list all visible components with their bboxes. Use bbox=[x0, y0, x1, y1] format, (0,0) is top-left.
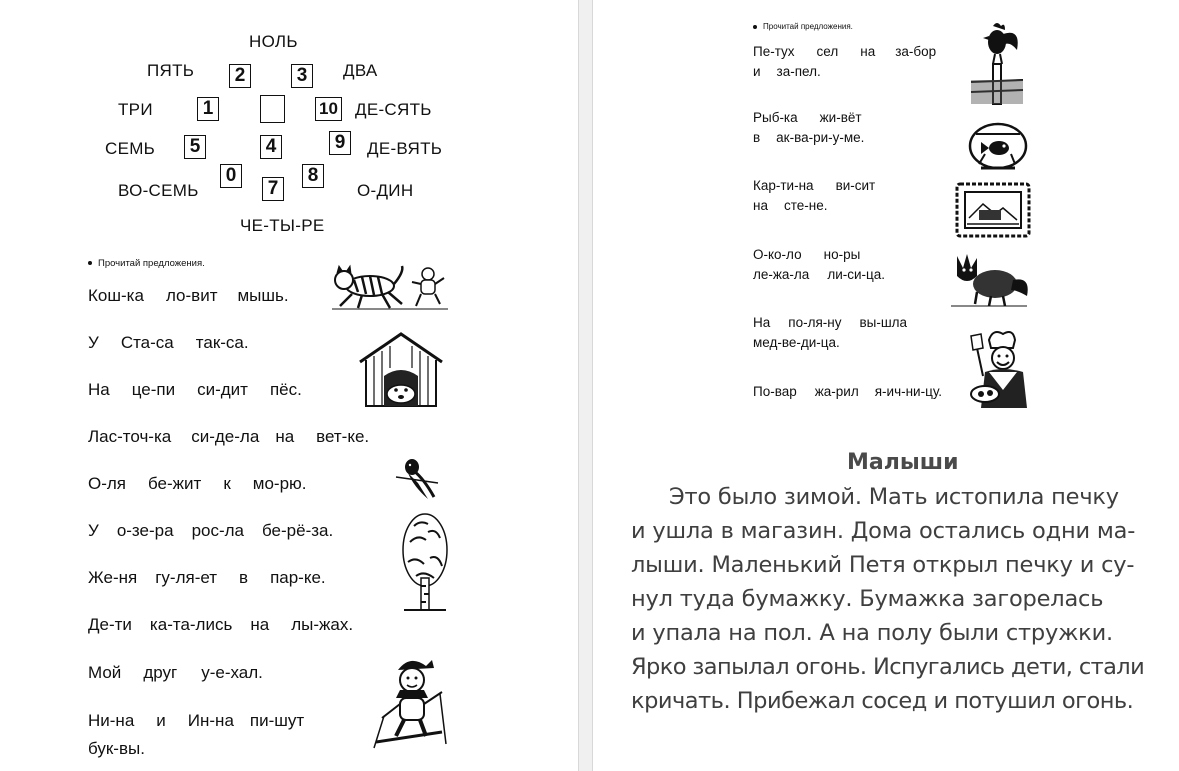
story-title: Малыши bbox=[847, 450, 959, 475]
sentence-word: пи-шут bbox=[249, 711, 305, 730]
sentence-word: си-де-ла bbox=[191, 427, 260, 446]
sentence-line bbox=[88, 711, 304, 731]
sentence-word: вы-шла bbox=[859, 315, 908, 330]
sentence-word: я-ич-ни-цу. bbox=[874, 384, 942, 399]
sentence-word: бук-вы. bbox=[88, 739, 145, 758]
sentence-line bbox=[88, 333, 249, 353]
sentence-word: У bbox=[88, 521, 99, 540]
sentence-word: и bbox=[753, 64, 761, 79]
sentence-word: лы-жах. bbox=[291, 615, 354, 634]
instruction-hint: Прочитай предложения. bbox=[753, 22, 853, 31]
sentence-line bbox=[88, 739, 145, 759]
instruction-hint: Прочитай предложения. bbox=[88, 258, 205, 269]
story-line: лыши. Маленький Петя открыл печку и су- bbox=[631, 552, 1135, 578]
number-word-chetyre: ЧЕ-ТЫ-РЕ bbox=[240, 216, 325, 235]
sentence-word: друг bbox=[143, 663, 178, 682]
number-word-odin: О-ДИН bbox=[357, 181, 414, 200]
sentence-word: мед-ве-ди-ца. bbox=[753, 335, 840, 350]
sentence-word: пар-ке. bbox=[270, 568, 326, 587]
sentence-word: к bbox=[223, 474, 231, 493]
story-line: Это было зимой. Мать истопила печку bbox=[669, 484, 1119, 510]
sentence-word: на bbox=[753, 198, 768, 213]
story-line: нул туда бумажку. Бумажка загорелась bbox=[631, 586, 1104, 612]
sentence-word: ка-та-лись bbox=[149, 615, 233, 634]
number-word-devyat: ДЕ-ВЯТЬ bbox=[367, 139, 443, 158]
sentence-word: О-ко-ло bbox=[753, 247, 802, 262]
sentence-word: по-ля-ну bbox=[788, 315, 842, 330]
swallow-illustration bbox=[394, 453, 442, 503]
sentence-word: сте-не. bbox=[783, 198, 828, 213]
sentence-word: По-вар bbox=[753, 384, 797, 399]
sentence-word: так-са. bbox=[195, 333, 249, 352]
sentence-block bbox=[753, 245, 885, 285]
sentence-word: Ста-са bbox=[120, 333, 174, 352]
sentence-line bbox=[88, 615, 353, 635]
sentence-word: Кар-ти-на bbox=[753, 178, 814, 193]
sentence-word: Же-ня bbox=[88, 568, 138, 587]
number-word-desyat: ДЕ-СЯТЬ bbox=[355, 100, 432, 119]
sentence-word: Ин-на bbox=[187, 711, 234, 730]
fox-near-burrow-illustration bbox=[947, 246, 1031, 310]
digit-box-blank bbox=[260, 95, 285, 123]
sentence-word: за-бор bbox=[895, 44, 937, 59]
sentence-word: жа-рил bbox=[814, 384, 859, 399]
sentence-line bbox=[88, 286, 289, 306]
digit-box-7: 7 bbox=[262, 177, 284, 201]
sentence-word: на bbox=[275, 427, 295, 446]
sentence-word: це-пи bbox=[131, 380, 176, 399]
doghouse-illustration bbox=[356, 330, 446, 410]
sentence-word: ле-жа-ла bbox=[753, 267, 810, 282]
sentence-word: пёс. bbox=[269, 380, 302, 399]
sentence-block bbox=[753, 313, 907, 353]
sentence-word: рос-ла bbox=[191, 521, 245, 540]
number-word-vosem: ВО-СЕМЬ bbox=[118, 181, 199, 200]
sentence-block bbox=[753, 382, 942, 402]
sentence-word: Лас-точ-ка bbox=[88, 427, 172, 446]
sentence-word: бе-жит bbox=[148, 474, 202, 493]
number-word-dva: ДВА bbox=[343, 61, 378, 80]
story-text bbox=[631, 480, 1144, 718]
right-page bbox=[593, 0, 1179, 771]
cat-chasing-mouse-illustration bbox=[332, 262, 448, 312]
sentence-word: ви-сит bbox=[835, 178, 876, 193]
number-word-tri: ТРИ bbox=[118, 100, 153, 119]
sentence-word: бе-рё-за. bbox=[262, 521, 334, 540]
sentence-word: о-зе-ра bbox=[116, 521, 174, 540]
digit-box-3: 3 bbox=[291, 64, 313, 88]
sentence-word: У bbox=[88, 333, 99, 352]
sentence-word: На bbox=[88, 380, 110, 399]
sentence-word: Кош-ка bbox=[88, 286, 144, 305]
number-word-nol: НОЛЬ bbox=[249, 32, 298, 51]
sentence-word: ло-вит bbox=[165, 286, 218, 305]
sentence-block bbox=[753, 108, 864, 148]
sentence-word: Пе-тух bbox=[753, 44, 795, 59]
sentence-word: но-ры bbox=[823, 247, 861, 262]
digit-box-2: 2 bbox=[229, 64, 251, 88]
sentence-line bbox=[88, 474, 307, 494]
page-gutter bbox=[578, 0, 593, 771]
digit-box-9: 9 bbox=[329, 131, 351, 155]
sentence-word: жи-вёт bbox=[819, 110, 862, 125]
sentence-word: мо-рю. bbox=[252, 474, 307, 493]
number-word-pyat: ПЯТЬ bbox=[147, 61, 195, 80]
digit-box-5: 5 bbox=[184, 135, 206, 159]
sentence-word: и bbox=[156, 711, 166, 730]
sentence-block bbox=[753, 176, 875, 216]
digit-box-1: 1 bbox=[197, 97, 219, 121]
sentence-word: сел bbox=[816, 44, 839, 59]
framed-picture-illustration bbox=[955, 182, 1031, 238]
digit-box-8: 8 bbox=[302, 164, 324, 188]
sentence-word: ак-ва-ри-у-ме. bbox=[776, 130, 865, 145]
sentence-line bbox=[88, 663, 263, 683]
skier-boy-illustration bbox=[372, 652, 450, 752]
sentence-word: в bbox=[239, 568, 249, 587]
sentence-word: Де-ти bbox=[88, 615, 132, 634]
sentence-word: Ни-на bbox=[88, 711, 135, 730]
sentence-line bbox=[88, 427, 369, 447]
cook-frying-eggs-illustration bbox=[959, 328, 1035, 410]
sentence-word: на bbox=[250, 615, 270, 634]
left-page bbox=[0, 0, 578, 771]
sentence-word: в bbox=[753, 130, 761, 145]
story-line: кричать. Прибежал сосед и потушил огонь. bbox=[631, 688, 1134, 714]
sentence-line bbox=[88, 568, 326, 588]
story-line: и ушла в магазин. Дома остались одни ма- bbox=[631, 518, 1136, 544]
sentence-word: на bbox=[860, 44, 876, 59]
sentence-word: вет-ке. bbox=[316, 427, 370, 446]
digit-box-10: 10 bbox=[315, 97, 342, 121]
fish-in-aquarium-illustration bbox=[967, 120, 1029, 172]
sentence-word: гу-ля-ет bbox=[155, 568, 218, 587]
digit-box-4: 4 bbox=[260, 135, 282, 159]
sentence-word: мышь. bbox=[237, 286, 289, 305]
sentence-block bbox=[753, 42, 936, 82]
sentence-word: Мой bbox=[88, 663, 122, 682]
sentence-word: На bbox=[753, 315, 771, 330]
sentence-word: за-пел. bbox=[776, 64, 821, 79]
story-line: Ярко запылал огонь. Испугались дети, стали bbox=[631, 654, 1145, 680]
sentence-word: ли-си-ца. bbox=[827, 267, 886, 282]
sentence-line bbox=[88, 521, 333, 541]
number-word-sem: СЕМЬ bbox=[105, 139, 156, 158]
sentence-word: Рыб-ка bbox=[753, 110, 798, 125]
sentence-word: у-е-хал. bbox=[201, 663, 263, 682]
story-line: и упала на пол. А на полу были стружки. bbox=[631, 620, 1113, 646]
digit-box-0: 0 bbox=[220, 164, 242, 188]
sentence-word: О-ля bbox=[88, 474, 127, 493]
birch-tree-illustration bbox=[400, 512, 450, 612]
sentence-line bbox=[88, 380, 302, 400]
sentence-word: си-дит bbox=[197, 380, 248, 399]
rooster-on-fence-illustration bbox=[967, 20, 1027, 108]
